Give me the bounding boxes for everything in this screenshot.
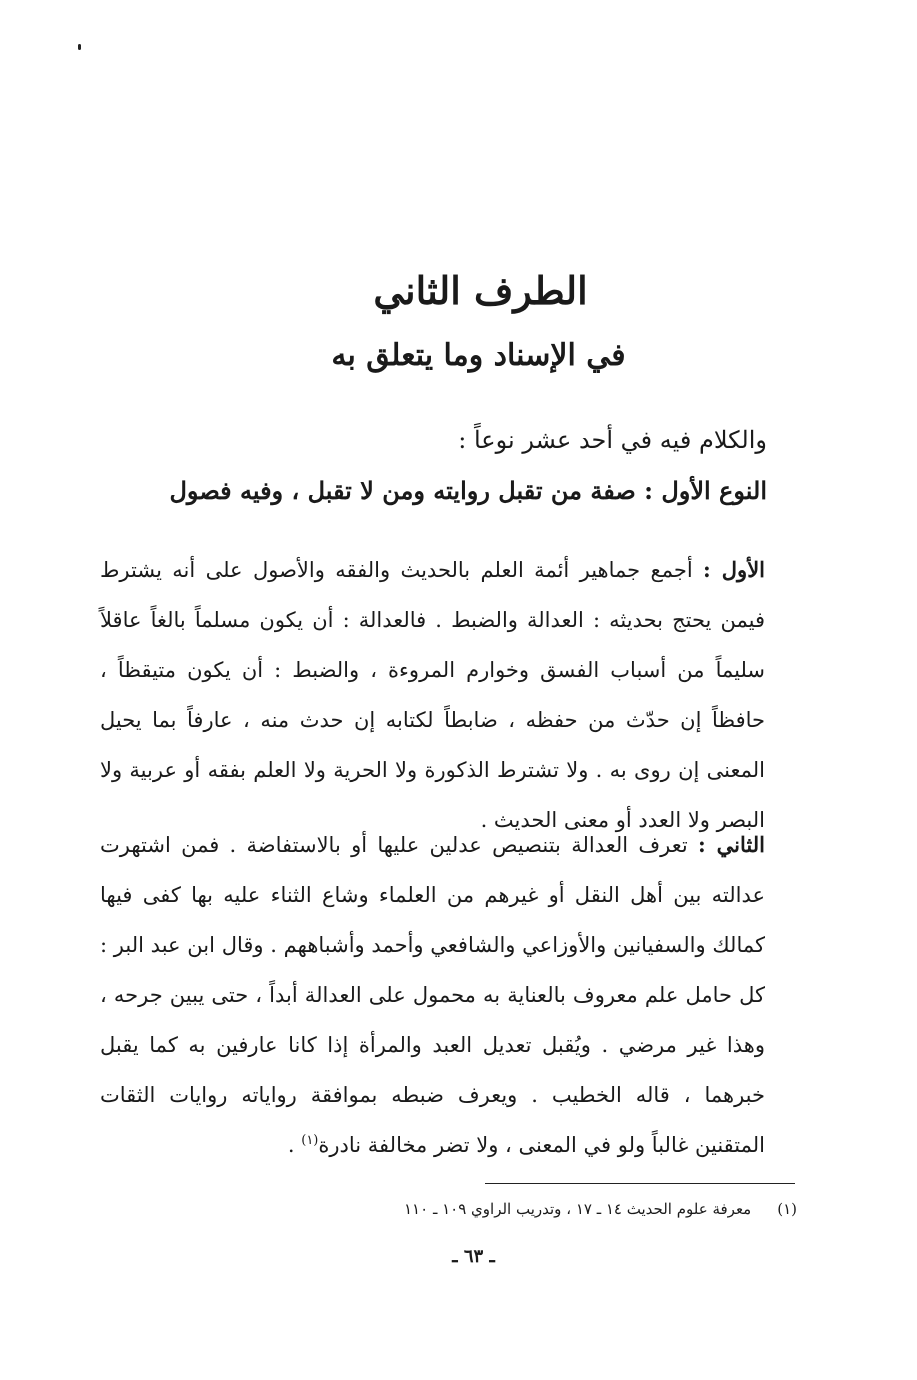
paragraph-text: أجمع جماهير أئمة العلم بالحديث والفقه والأصول على أنه يشترط فيمن يحتج بحديثه : العدالة والضبط . فالعدالة : أن يكون مسلماً بالغاً عاقلاً سليماً من أسباب الفسق وخوارم المروءة ، والضبط : أن يكون متيقظاً ، حافظاً إن حدّث من حفظه ، ضابطاً لكتابه إن حدث منه ، عارفاً بما يحيل المعنى إن روى به . ولا تشترط الذكورة ولا الحرية ولا العلم بفقه أو عربية ولا البصر ولا العدد أو معنى الحديث . bbox=[100, 558, 765, 832]
section-heading: النوع الأول : صفة من تقبل روايته ومن لا تقبل ، وفيه فصول bbox=[169, 476, 767, 505]
chapter-subtitle: في الإسناد وما يتعلق به bbox=[331, 338, 626, 373]
paragraph-lead: الثاني : bbox=[698, 832, 765, 857]
intro-line: والكلام فيه في أحد عشر نوعاً : bbox=[458, 426, 767, 454]
paragraph-end: . bbox=[287, 1133, 302, 1157]
paragraph-second bbox=[100, 820, 765, 1170]
ink-speck bbox=[78, 44, 81, 50]
footnote bbox=[300, 1197, 797, 1221]
paragraph-first bbox=[100, 545, 765, 845]
chapter-title: الطرف الثاني bbox=[373, 268, 588, 313]
paragraph-text: تعرف العدالة بتنصيص عدلين عليها أو بالاستفاضة . فمن اشتهرت عدالته بين أهل النقل أو غيرهم من العلماء وشاع الثناء عليه بها كفى فيها كمالك والسفيانين والأوزاعي والشافعي وأحمد وأشباههم . وقال ابن عبد البر : كل حامل علم معروف بالعناية به محمول على العدالة أبداً ، حتى يبين جرحه ، وهذا غير مرضي . ويُقبل تعديل العبد والمرأة إذا كانا عارفين به كما يقبل خبرهما ، قاله الخطيب . ويعرف ضبطه بموافقة رواياته روايات الثقات المتقنين غالباً ولو في المعنى ، ولا تضر مخالفة نادرة bbox=[100, 833, 765, 1157]
page-number: ـ ٦٣ ـ bbox=[452, 1246, 495, 1267]
footnote-reference[interactable]: (١) bbox=[301, 1133, 319, 1148]
paragraph-lead: الأول : bbox=[703, 557, 765, 582]
footnote-number: (١) bbox=[777, 1200, 797, 1218]
footnote-text: معرفة علوم الحديث ١٤ ـ ١٧ ، وتدريب الراوي ١٠٩ ـ ١١٠ bbox=[404, 1200, 752, 1218]
footnote-divider bbox=[485, 1183, 795, 1184]
